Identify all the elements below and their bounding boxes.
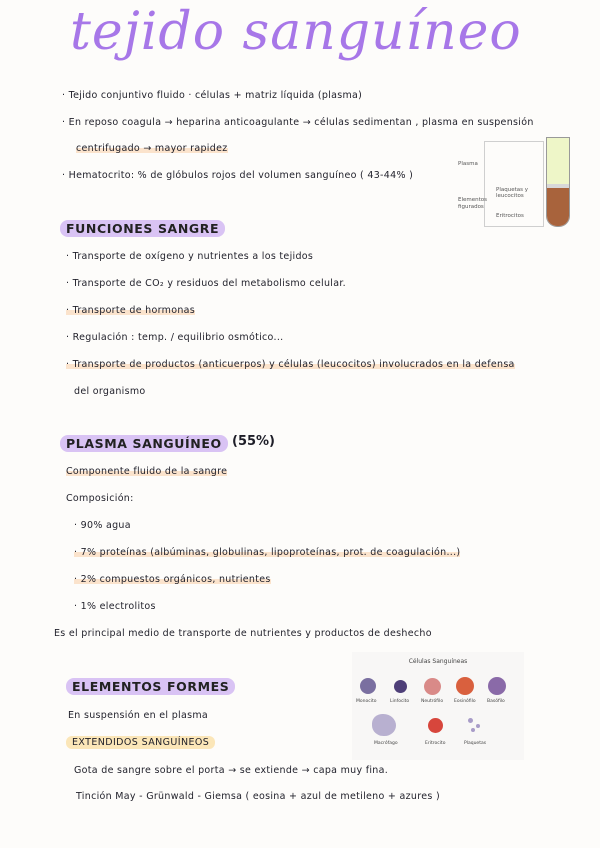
cell-label: Neutrófilo — [421, 699, 444, 704]
funciones-item: · Transporte de oxígeno y nutrientes a los tejidos — [66, 251, 314, 262]
plasma-line-2: Composición: — [66, 493, 134, 504]
page-title: tejido sanguíneo — [70, 2, 522, 62]
funciones-item: · Transporte de hormonas — [66, 305, 196, 316]
plasma-item: · 7% proteínas (albúminas, globulinas, lipoproteínas, prot. de coagulación...) — [74, 547, 461, 558]
rbc-label: Eritrocitos — [496, 213, 524, 219]
plaquetas-cell — [476, 724, 480, 728]
monocito-cell — [360, 678, 376, 694]
eosinofilo-cell — [456, 677, 474, 695]
cell-label: Monocito — [356, 699, 377, 704]
cell-label: Eritrocito — [425, 741, 446, 746]
intro-line-2: · En reposo coagula → heparina anticoagulante → células sedimentan , plasma en suspensión — [62, 117, 534, 128]
test-tube — [546, 137, 570, 227]
elements-label-1: Elementos — [458, 197, 488, 203]
elementos-line-1: En suspensión en el plasma — [68, 710, 209, 721]
cell-label: Eosinófilo — [454, 699, 476, 704]
funciones-item: del organismo — [74, 386, 146, 397]
cell-label: Macrófago — [374, 741, 398, 746]
extendidos-subheading: EXTENDIDOS SANGUÍNEOS — [66, 736, 215, 749]
linfocito-cell — [394, 680, 407, 693]
plaquetas-cell — [468, 718, 473, 723]
intro-line-3: centrifugado → mayor rapidez — [76, 143, 228, 154]
buffy-label-1: Plaquetas y — [496, 187, 528, 193]
plasma-heading: PLASMA SANGUÍNEO — [60, 435, 228, 452]
intro-line-1: · Tejido conjuntivo fluido · células + matriz líquida (plasma) — [62, 90, 363, 101]
elements-label-2: figurados — [458, 204, 484, 210]
plasma-summary: Es el principal medio de transporte de nutrientes y productos de deshecho — [54, 628, 432, 639]
plasma-item: · 90% agua — [74, 520, 131, 531]
blood-cells-figure — [352, 652, 524, 760]
neutrofilo-cell — [424, 678, 441, 695]
plasma-percentage: (55%) — [232, 434, 275, 449]
plasma-layer — [547, 138, 569, 184]
hematocrit-tube-figure — [456, 137, 574, 229]
buffy-label-2: leucocitos — [496, 193, 524, 199]
cells-figure-title: Células Sanguíneas — [408, 658, 468, 665]
erythrocyte-layer — [547, 188, 569, 226]
plasma-line-1: Componente fluido de la sangre — [66, 466, 228, 477]
elementos-line-2: Gota de sangre sobre el porta → se extiende → capa muy fina. — [74, 765, 389, 776]
elementos-line-3: Tinción May - Grünwald - Giemsa ( eosina + azul de metileno + azures ) — [76, 791, 440, 802]
intro-line-4: · Hematocrito: % de glóbulos rojos del volumen sanguíneo ( 43-44% ) — [62, 170, 414, 181]
basofilo-cell — [488, 677, 506, 695]
funciones-item: · Transporte de productos (anticuerpos) y células (leucocitos) involucrados en la defensa — [66, 359, 515, 370]
elementos-heading: ELEMENTOS FORMES — [66, 678, 235, 695]
funciones-item: · Transporte de CO₂ y residuos del metabolismo celular. — [66, 278, 346, 289]
plasma-item: · 1% electrolitos — [74, 601, 156, 612]
macrofago-cell — [372, 714, 396, 736]
plasma-item: · 2% compuestos orgánicos, nutrientes — [74, 574, 271, 585]
funciones-item: · Regulación : temp. / equilibrio osmótico... — [66, 332, 284, 343]
plasma-label: Plasma — [458, 161, 478, 167]
cell-label: Basófilo — [487, 699, 505, 704]
cell-label: Plaquetas — [464, 741, 487, 746]
funciones-heading: FUNCIONES SANGRE — [60, 220, 225, 237]
plaquetas-cell — [471, 728, 475, 732]
cell-label: Linfocito — [390, 699, 410, 704]
eritrocito-cell — [428, 718, 443, 733]
